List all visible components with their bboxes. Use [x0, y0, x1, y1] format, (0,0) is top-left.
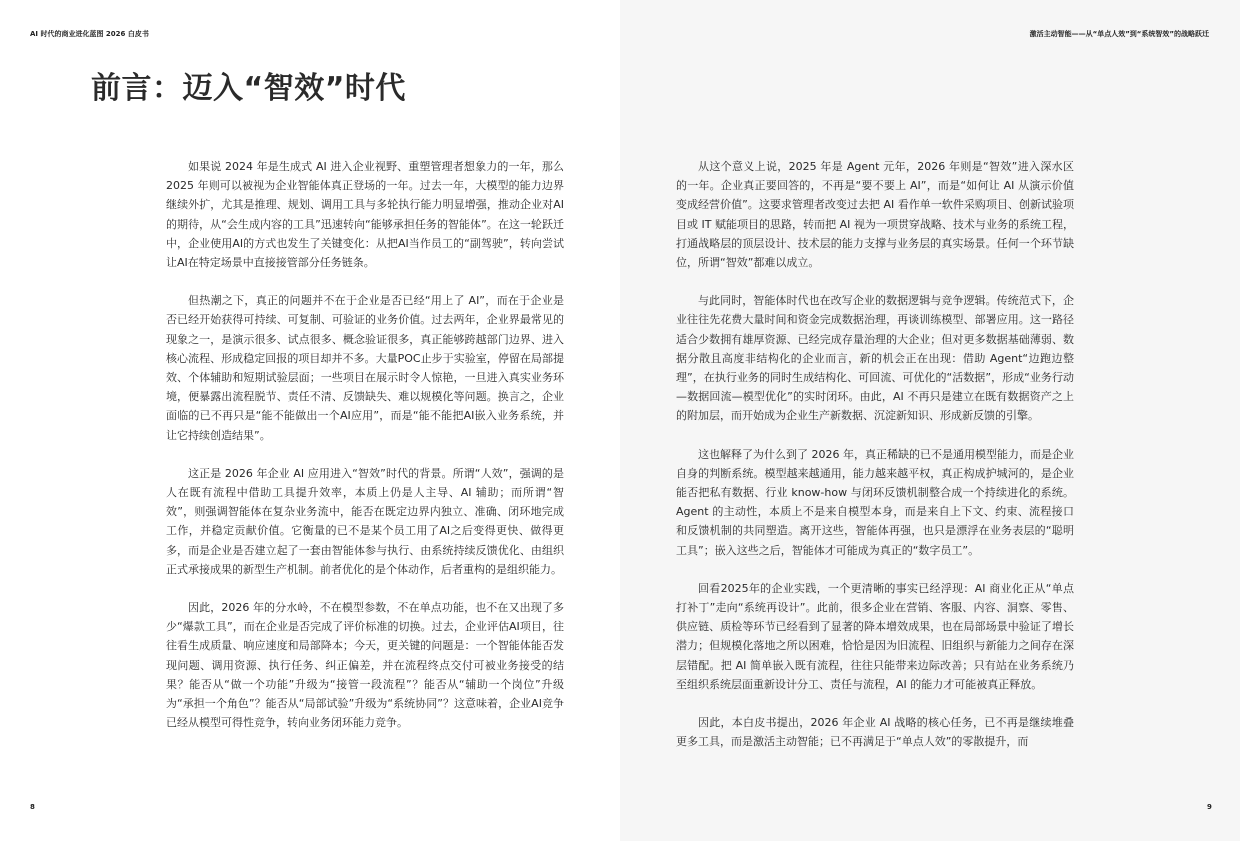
paragraph: 因此，本白皮书提出，2026 年企业 AI 战略的核心任务，已不再是继续堆叠更多工具，而是激活主动智能；已不再满足于“单点人效”的零散提升，而 [676, 716, 1074, 749]
paragraph: 与此同时，智能体时代也在改写企业的数据逻辑与竞争逻辑。传统范式下，企业往往先花费大量时间和资金完成数据治理，再谈训练模型、部署应用。这一路径适合少数拥有雄厚资源、已经完成存量治理的大企业；但对更多数据基础薄弱、数据分散且高度非结构化的企业而言，新的机会正在出现：借助 Agent“边跑边整理”，在执行业务的同时生成结构化、可回流、可优化的“活数据”，形成“业务行动—数据回流—模型优化”的实时闭环。由此，AI 不再只是建立在既有数据资产之上的附加层，而开始成为企业生产新数据、沉淀新知识、形成新反馈的引擎。 [676, 294, 1074, 423]
paragraph: 这也解释了为什么到了 2026 年，真正稀缺的已不是通用模型能力，而是企业自身的判断系统。模型越来越通用，能力越来越平权，真正构成护城河的，是企业能否把私有数据、行业 know-how 与闭环反馈机制整合成一个持续进化的系统。Agent 的主动性，本质上不是来自模型本身，而是来自上下文、约束、流程接口和反馈机制的共同塑造。离开这些，智能体再强，也只是漂浮在业务表层的“聪明工具”；嵌入这些之后，智能体才可能成为真正的“数字员工”。 [676, 447, 1074, 557]
paragraph: 这正是 2026 年企业 AI 应用进入“智效”时代的背景。所谓“人效”，强调的是人在既有流程中借助工具提升效率，本质上仍是人主导、AI 辅助；而所谓“智效”，则强调智能体在复杂业务流中，能否在既定边界内独立、准确、闭环地完成工作，并稳定贡献价值。它衡量的已不是某个员工用了AI之后变得更快、做得更多，而是企业是否建立起了一套由智能体参与执行、由系统持续反馈优化、由组织正式承接成果的新型生产机制。前者优化的是个体动作，后者重构的是组织能力。 [166, 466, 564, 576]
paragraph: 如果说 2024 年是生成式 AI 进入企业视野、重塑管理者想象力的一年，那么 2025 年则可以被视为企业智能体真正登场的一年。过去一年，大模型的能力边界继续外扩，尤其是推理、规划、调用工具与多轮执行能力明显增强，推动企业对AI的期待，从“会生成内容的工具”迅速转向“能够承担任务的智能体”。在这一轮跃迁中，企业使用AI的方式也发生了关键变化：从把AI当作员工的“副驾驶”，转向尝试让AI在特定场景中直接接管部分任务链条。 [166, 160, 564, 270]
right-body-column [676, 157, 1074, 770]
paragraph: 因此，2026 年的分水岭，不在模型参数，不在单点功能，也不在又出现了多少“爆款工具”，而在企业是否完成了评价标准的切换。过去，企业评估AI项目，往往看生成质量、响应速度和局部降本；今天，更关键的问题是：一个智能体能否发现问题、调用资源、执行任务、纠正偏差，并在流程终点交付可被业务接受的结果？能否从“做一个功能”升级为“接管一段流程”？能否从“辅助一个岗位”升级为“承担一个角色”？能否从“局部试验”升级为“系统协同”？这意味着，企业AI竞争已经从模型可得性竞争，转向业务闭环能力竞争。 [166, 601, 564, 730]
page-number-left: 8 [30, 803, 35, 811]
paragraph: 回看2025年的企业实践，一个更清晰的事实已经浮现：AI 商业化正从“单点打补丁”走向“系统再设计”。此前，很多企业在营销、客服、内容、洞察、零售、供应链、质检等环节已经看到了显著的降本增效成果，也在局部场景中验证了增长潜力；但规模化落地之所以困难，恰恰是因为旧流程、旧组织与新能力之间存在深层错配。把 AI 简单嵌入既有流程，往往只能带来边际改善；只有站在业务系统乃至组织系统层面重新设计分工、责任与流程，AI 的能力才可能被真正释放。 [676, 581, 1074, 691]
paragraph: 但热潮之下，真正的问题并不在于企业是否已经“用上了 AI”，而在于企业是否已经开始获得可持续、可复制、可验证的业务价值。过去两年，企业界最常见的现象之一，是演示很多、试点很多、概念验证很多，真正能够跨越部门边界、进入核心流程、形成稳定回报的项目却并不多。大量POC止步于实验室，停留在局部提效、个体辅助和短期试验层面；一些项目在展示时令人惊艳，一旦进入真实业务环境，便暴露出流程脱节、责任不清、反馈缺失、难以规模化等问题。换言之，企业面临的已不再只是“能不能做出一个AI应用”，而是“能不能把AI嵌入业务系统，并让它持续创造结果”。 [166, 294, 564, 442]
left-body-column [166, 157, 564, 751]
running-head-right: 激活主动智能——从“单点人效”到“系统智效”的战略跃迁 [1029, 30, 1209, 38]
paragraph: 从这个意义上说，2025 年是 Agent 元年，2026 年则是“智效”进入深水区的一年。企业真正要回答的，不再是“要不要上 AI”，而是“如何让 AI 从演示价值变成经营价值”。这要求管理者改变过去把 AI 看作单一软件采购项目、创新试验项目或 IT 赋能项目的思路，转而把 AI 视为一项贯穿战略、技术与业务的系统工程，打通战略层的顶层设计、技术层的能力支撑与业务层的真实场景。任何一个环节缺位，所谓“智效”都难以成立。 [676, 160, 1074, 270]
running-head-left: AI 时代的商业进化蓝图 2026 白皮书 [30, 30, 149, 38]
page-number-right: 9 [1207, 803, 1212, 811]
page-title: 前言：迈入“智效”时代 [91, 71, 406, 106]
